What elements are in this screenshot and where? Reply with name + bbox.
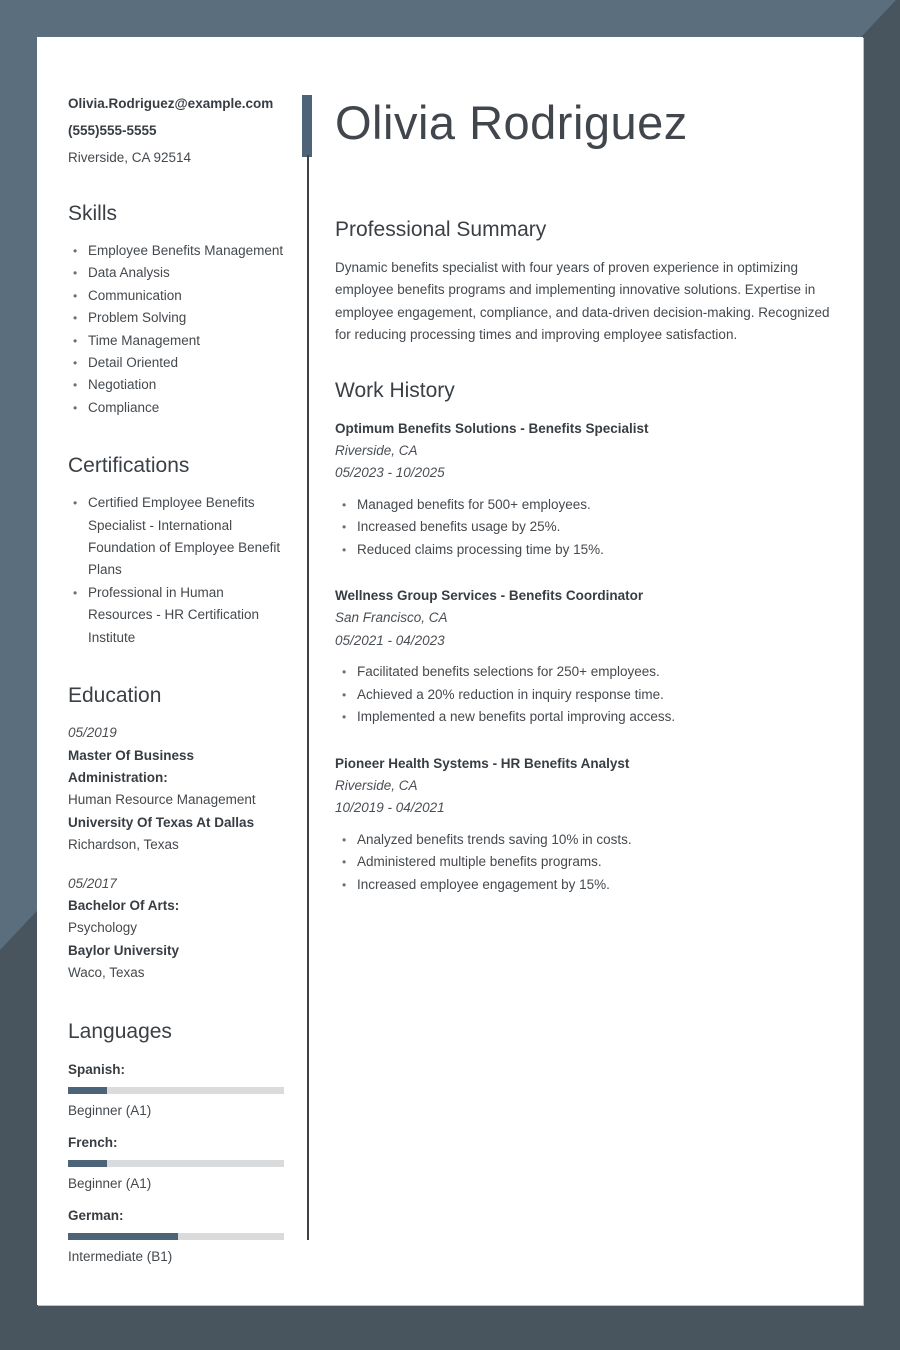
skill-item: • Time Management bbox=[73, 330, 284, 352]
person-name: Olivia Rodriguez bbox=[335, 96, 688, 149]
language-name: German: bbox=[68, 1207, 124, 1223]
contact-email: Olivia.Rodriguez@example.com bbox=[68, 96, 274, 111]
job-location: Riverside, CA bbox=[335, 443, 418, 459]
job-bullet: • Increased benefits usage by 25%. bbox=[342, 516, 832, 538]
language-level-bar bbox=[68, 1233, 284, 1240]
language-name: French: bbox=[68, 1134, 118, 1150]
job-entry bbox=[335, 418, 832, 561]
certifications-section bbox=[68, 453, 284, 649]
job-title: Wellness Group Services - Benefits Coordinator bbox=[335, 588, 644, 604]
job-bullet: • Analyzed benefits trends saving 10% in costs. bbox=[342, 829, 832, 851]
job-bullet-list bbox=[335, 494, 832, 561]
education-major: Human Resource Management bbox=[68, 792, 256, 808]
skill-item: • Communication bbox=[73, 285, 284, 307]
skill-item: • Data Analysis bbox=[73, 262, 284, 284]
languages-section bbox=[68, 1019, 284, 1267]
education-entry bbox=[68, 722, 284, 856]
skills-heading: Skills bbox=[68, 202, 118, 225]
education-degree: Bachelor Of Arts: bbox=[68, 897, 180, 913]
language-level-bar bbox=[68, 1087, 284, 1094]
skill-item: • Detail Oriented bbox=[73, 352, 284, 374]
education-location: Waco, Texas bbox=[68, 965, 145, 981]
main-column bbox=[335, 95, 832, 920]
skill-item: • Problem Solving bbox=[73, 307, 284, 329]
accent-bar bbox=[302, 95, 312, 157]
language-level-bar-fill bbox=[68, 1233, 178, 1240]
certification-item: • Certified Employee Benefits Specialist - International Foundation of Employee Benefit Plans bbox=[73, 492, 284, 582]
job-entry bbox=[335, 753, 832, 896]
work-history-section bbox=[335, 378, 832, 896]
column-divider bbox=[307, 155, 309, 1240]
language-name: Spanish: bbox=[68, 1061, 126, 1077]
job-location: Riverside, CA bbox=[335, 777, 418, 793]
job-bullet: • Reduced claims processing time by 15%. bbox=[342, 539, 832, 561]
resume-page bbox=[37, 37, 863, 1305]
education-major: Psychology bbox=[68, 920, 138, 936]
summary-text: Dynamic benefits specialist with four years of proven experience in optimizing employee benefits programs and implementing innovative solutions. Expertise in employee engagement, compliance, and data-driven decision-making. Recognized for reducing processing times and improving employee satisfaction. bbox=[335, 260, 830, 343]
language-entry bbox=[68, 1204, 284, 1267]
education-school: University Of Texas At Dallas bbox=[68, 814, 255, 830]
job-bullet-list bbox=[335, 661, 832, 728]
job-title: Pioneer Health Systems - HR Benefits Analyst bbox=[335, 755, 630, 771]
education-school: Baylor University bbox=[68, 942, 180, 958]
language-level: Beginner (A1) bbox=[68, 1175, 152, 1191]
skill-item: • Compliance bbox=[73, 397, 284, 419]
job-dates: 05/2021 - 04/2023 bbox=[335, 632, 445, 648]
job-bullet: • Implemented a new benefits portal improving access. bbox=[342, 706, 832, 728]
job-title: Optimum Benefits Solutions - Benefits Specialist bbox=[335, 420, 649, 436]
sidebar bbox=[68, 95, 284, 1277]
contact-phone: (555)555-5555 bbox=[68, 123, 157, 138]
language-entry bbox=[68, 1058, 284, 1121]
summary-section bbox=[335, 217, 832, 347]
job-location: San Francisco, CA bbox=[335, 610, 448, 626]
education-location: Richardson, Texas bbox=[68, 837, 179, 853]
skills-list bbox=[68, 240, 284, 419]
language-entry bbox=[68, 1131, 284, 1194]
summary-heading: Professional Summary bbox=[335, 218, 547, 241]
education-entry bbox=[68, 873, 284, 985]
job-entry bbox=[335, 585, 832, 728]
job-dates: 05/2023 - 10/2025 bbox=[335, 465, 445, 481]
education-degree: Master Of Business Administration: bbox=[68, 747, 195, 785]
certifications-list bbox=[68, 492, 284, 649]
education-date: 05/2019 bbox=[68, 725, 117, 741]
languages-heading: Languages bbox=[68, 1019, 172, 1043]
education-heading: Education bbox=[68, 684, 162, 708]
job-bullet: • Achieved a 20% reduction in inquiry response time. bbox=[342, 684, 832, 706]
language-level-bar-fill bbox=[68, 1087, 107, 1094]
contact-address: Riverside, CA 92514 bbox=[68, 150, 192, 165]
language-level-bar-fill bbox=[68, 1160, 107, 1167]
education-section bbox=[68, 683, 284, 984]
language-level: Beginner (A1) bbox=[68, 1102, 152, 1118]
skill-item: • Employee Benefits Management bbox=[73, 240, 284, 262]
language-level: Intermediate (B1) bbox=[68, 1248, 173, 1264]
job-dates: 10/2019 - 04/2021 bbox=[335, 800, 445, 816]
work-history-heading: Work History bbox=[335, 378, 455, 402]
skill-item: • Negotiation bbox=[73, 374, 284, 396]
job-bullet: • Facilitated benefits selections for 250+ employees. bbox=[342, 661, 832, 683]
job-bullet: • Managed benefits for 500+ employees. bbox=[342, 494, 832, 516]
language-level-bar bbox=[68, 1160, 284, 1167]
job-bullet: • Administered multiple benefits programs. bbox=[342, 851, 832, 873]
education-date: 05/2017 bbox=[68, 875, 117, 891]
skills-section bbox=[68, 201, 284, 419]
contact-block bbox=[68, 95, 284, 167]
certification-item: • Professional in Human Resources - HR Certification Institute bbox=[73, 582, 284, 649]
job-bullet: • Increased employee engagement by 15%. bbox=[342, 874, 832, 896]
job-bullet-list bbox=[335, 829, 832, 896]
certifications-heading: Certifications bbox=[68, 454, 190, 478]
